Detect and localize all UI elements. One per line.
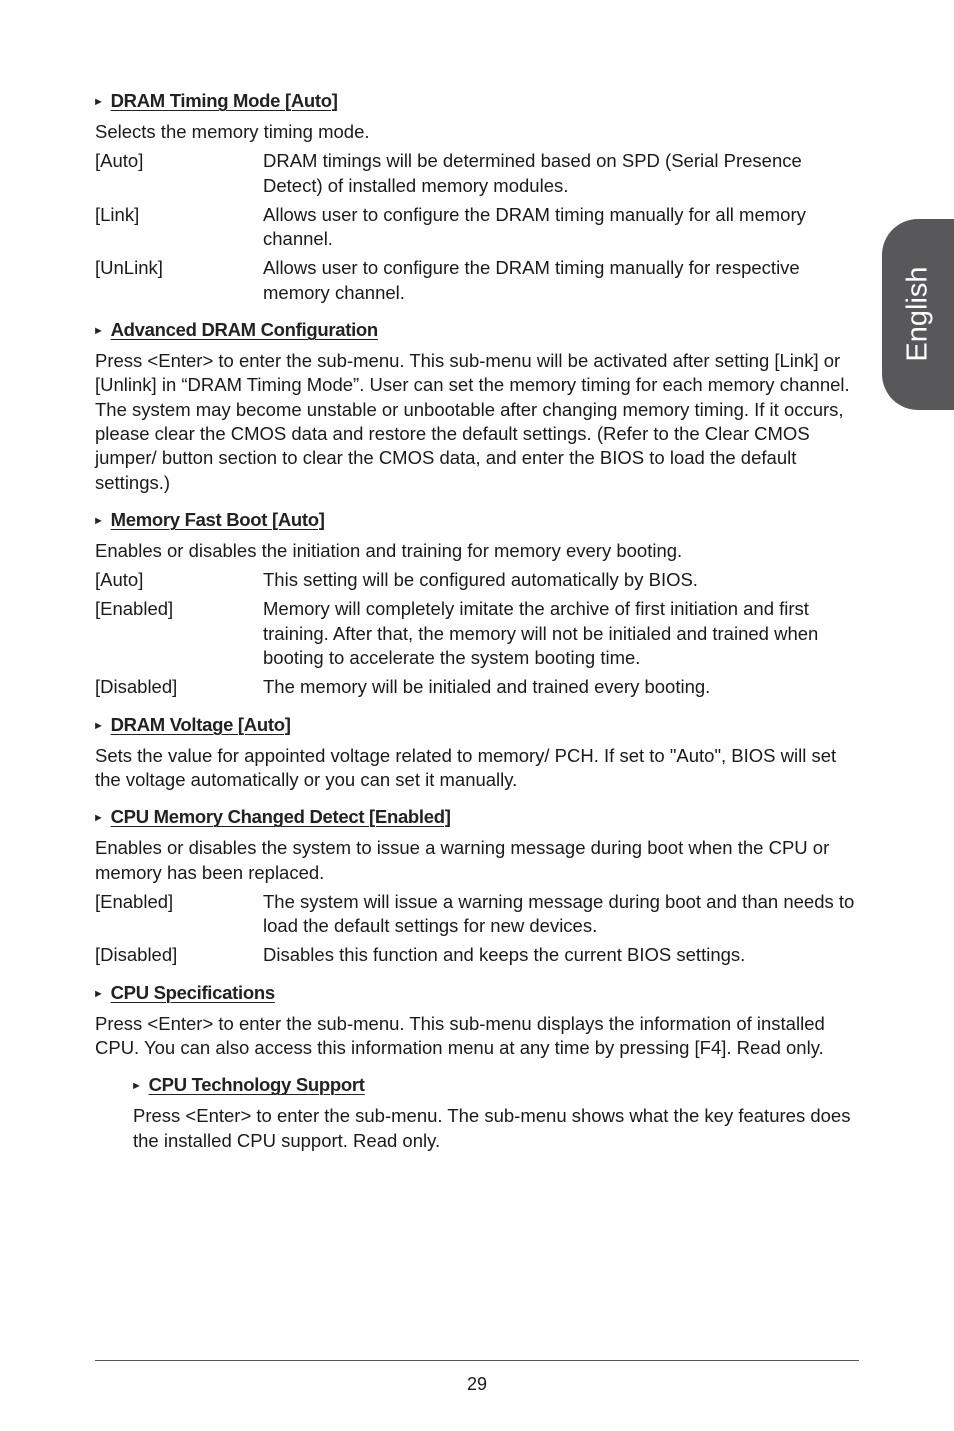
option-value: The memory will be initialed and trained every booting.: [263, 676, 711, 698]
section-heading: ► Memory Fast Boot [Auto]: [93, 508, 858, 535]
arrow-right-icon: ►: [93, 325, 104, 338]
section-description: Enables or disables the system to issue a warning message during boot when the CPU or memory has been replaced.: [95, 837, 830, 883]
arrow-right-icon: ►: [93, 987, 104, 1000]
option-key: [Auto]: [95, 569, 144, 591]
option-row: [95, 943, 860, 967]
language-tab-label: English: [901, 266, 934, 362]
option-value: Allows user to configure the DRAM timing manually for all memory channel.: [263, 203, 806, 250]
option-value: DRAM timings will be determined based on SPD (Serial Presence Detect) of installed memory modules.: [263, 150, 802, 196]
option-row: [95, 203, 860, 252]
section-heading: ► CPU Specifications: [93, 981, 858, 1008]
section-heading: ► Advanced DRAM Configuration: [93, 318, 858, 345]
section-dram-voltage: [95, 713, 860, 793]
section-description: Press <Enter> to enter the sub-menu. This sub-menu displays the information of installed CPU. You can also access this information menu at any time by pressing [F4]. Read only.: [95, 1012, 825, 1059]
option-value: Disables this function and keeps the current BIOS settings.: [263, 944, 746, 966]
language-side-tab: [882, 219, 954, 410]
section-description: Press <Enter> to enter the sub-menu. The sub-menu shows what the key features does the installed CPU support. Read only.: [133, 1105, 851, 1151]
section-description: Press <Enter> to enter the sub-menu. This sub-menu will be activated after setting [Link] or [Unlink] in “DRAM Timing Mode”. User can set the memory timing for each memory channel. The system may become unstable or unbootable after changing memory timing. If it occurs, please clear the CMOS data and restore the default settings. (Refer to the Clear CMOS jumper/ button section to clear the CMOS data, and enter the BIOS to load the default settings.): [95, 350, 850, 493]
option-row: [95, 256, 860, 305]
option-key: [Disabled]: [95, 676, 178, 698]
section-memory-fast-boot: [95, 508, 860, 700]
footer-divider: [95, 1360, 859, 1361]
option-key: [Disabled]: [95, 944, 178, 966]
section-cpu-technology-support: [133, 1073, 860, 1153]
section-description: Selects the memory timing mode.: [95, 121, 370, 142]
option-row: [95, 568, 860, 592]
option-key: [UnLink]: [95, 257, 163, 279]
section-heading: ► CPU Memory Changed Detect [Enabled]: [93, 805, 858, 832]
page-number: 29: [466, 1374, 488, 1394]
option-value: The system will issue a warning message during boot and than needs to load the default settings for new devices.: [263, 890, 855, 937]
arrow-right-icon: ►: [131, 1080, 142, 1093]
section-heading: ► DRAM Timing Mode [Auto]: [93, 89, 858, 116]
arrow-right-icon: ►: [93, 719, 104, 732]
section-cpu-memory-changed-detect: [95, 805, 860, 967]
option-row: [95, 675, 860, 699]
section-heading: ► CPU Technology Support: [131, 1073, 858, 1100]
section-advanced-dram-configuration: [95, 318, 860, 495]
option-row: [95, 890, 860, 939]
option-value: This setting will be configured automatically by BIOS.: [263, 569, 698, 591]
option-value: Memory will completely imitate the archive of first initiation and first training. After that, the memory will not be initialed and trained when booting to accelerate the system booting time.: [263, 598, 819, 669]
manual-content: [95, 89, 860, 1166]
option-key: [Link]: [95, 203, 140, 225]
option-value: Allows user to configure the DRAM timing manually for respective memory channel.: [263, 257, 800, 303]
option-key: [Auto]: [95, 150, 144, 172]
option-row: [95, 597, 860, 670]
option-key: [Enabled]: [95, 598, 174, 620]
arrow-right-icon: ►: [93, 514, 104, 527]
option-key: [Enabled]: [95, 890, 174, 912]
section-heading: ► DRAM Voltage [Auto]: [93, 713, 858, 740]
section-cpu-specifications: [95, 981, 860, 1061]
section-description: Sets the value for appointed voltage related to memory/ PCH. If set to "Auto", BIOS will set the voltage automatically or you can set it manually.: [95, 744, 837, 790]
option-row: [95, 149, 860, 198]
arrow-right-icon: ►: [93, 812, 104, 825]
section-dram-timing-mode: [95, 89, 860, 305]
section-description: Enables or disables the initiation and training for memory every booting.: [95, 539, 683, 561]
arrow-right-icon: ►: [93, 96, 104, 108]
